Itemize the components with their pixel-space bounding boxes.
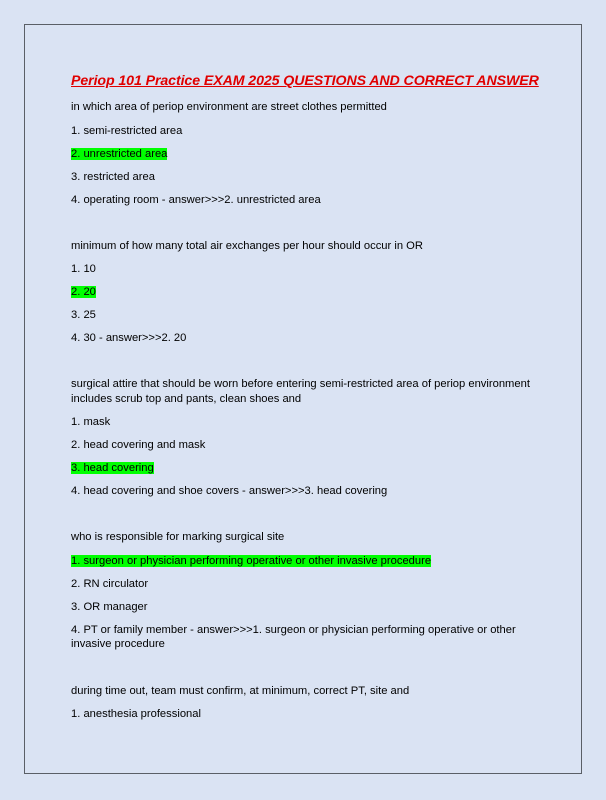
answer-option: 2. head covering and mask xyxy=(71,439,206,451)
question-block xyxy=(71,377,539,498)
question-block xyxy=(71,530,539,652)
answer-highlight: 2. 20 xyxy=(71,286,96,298)
question-block xyxy=(71,100,539,207)
question-block xyxy=(71,684,539,722)
correct-answer-option xyxy=(71,285,539,299)
answer-option: 3. 25 xyxy=(71,309,96,321)
correct-answer-option xyxy=(71,554,539,568)
answer-option: 3. OR manager xyxy=(71,600,148,613)
question-text: in which area of periop environment are street clothes permitted xyxy=(71,101,387,113)
question-text: surgical attire that should be worn before entering semi-restricted area of periop environment includes scrub top and pants, clean shoes and xyxy=(71,378,530,405)
document-title: Periop 101 Practice EXAM 2025 QUESTIONS AND CORRECT ANSWER xyxy=(71,73,539,89)
document-body xyxy=(71,72,539,730)
correct-answer-option xyxy=(71,461,539,475)
answer-option: 1. mask xyxy=(71,416,111,428)
question-block xyxy=(71,239,539,346)
question-text: during time out, team must confirm, at minimum, correct PT, site and xyxy=(71,684,410,697)
spacer xyxy=(71,661,539,684)
correct-answer-option xyxy=(71,147,539,161)
question-text: who is responsible for marking surgical site xyxy=(71,531,285,543)
answer-option: 4. PT or family member - answer>>>1. surgeon or physician performing operative or other invasive procedure xyxy=(71,623,516,650)
answer-option: 1. semi-restricted area xyxy=(71,124,183,137)
answer-option: 4. head covering and shoe covers - answer>>>3. head covering xyxy=(71,485,388,497)
answer-option: 2. RN circulator xyxy=(71,577,149,590)
spacer xyxy=(71,507,539,530)
answer-option: 1. anesthesia professional xyxy=(71,708,201,720)
answer-option: 4. 30 - answer>>>2. 20 xyxy=(71,332,187,344)
spacer xyxy=(71,354,539,377)
answer-highlight: 1. surgeon or physician performing operative or other invasive procedure xyxy=(71,554,432,567)
answer-highlight: 2. unrestricted area xyxy=(71,147,168,160)
answer-option: 4. operating room - answer>>>2. unrestricted area xyxy=(71,193,321,206)
spacer xyxy=(71,216,539,239)
question-text: minimum of how many total air exchanges per hour should occur in OR xyxy=(71,239,423,252)
answer-option: 3. restricted area xyxy=(71,170,155,183)
answer-option: 1. 10 xyxy=(71,263,96,275)
answer-highlight: 3. head covering xyxy=(71,462,154,474)
